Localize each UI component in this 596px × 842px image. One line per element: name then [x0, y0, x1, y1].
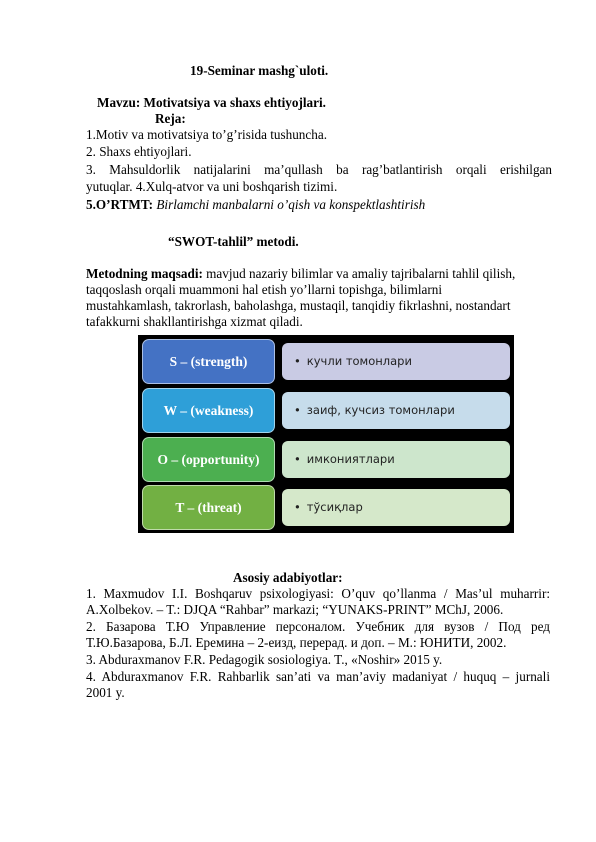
swot-row-opportunity	[142, 437, 510, 482]
bullet-icon: •	[294, 403, 301, 417]
plan-item-3-line-1: 3. Mahsuldorlik natijalarini ma’qullash ba rag’batlantirish orqali erishilgan	[86, 162, 552, 177]
purpose-text-1: mavjud nazariy bilimlar va amaliy tajribalarni tahlil qilish,	[202, 266, 516, 281]
reference-2-line-2: Т.Ю.Базарова, Б.Л. Еремина – 2-еизд, перерад. и доп. – М.: ЮНИТИ, 2002.	[86, 635, 507, 650]
swot-row-strength	[142, 339, 510, 384]
purpose-line-1	[86, 265, 515, 282]
purpose-line-4: tafakkurni shakllantirishga xizmat qiladi.	[86, 314, 303, 329]
swot-row-weakness	[142, 388, 510, 433]
purpose-line-3: mustahkamlash, takrorlash, baholashga, mustaqil, tanqidiy fikrlashni, nostandart	[86, 298, 511, 313]
reference-1-line-1: 1. Maxmudov I.I. Boshqaruv psixologiyasi: O’quv qo’llanma / Mas’ul muharrir:	[86, 586, 550, 601]
plan-item-2: 2. Shaxs ehtiyojlari.	[86, 144, 192, 159]
swot-value-text: тўсиқлар	[306, 500, 363, 514]
swot-label-opportunity: O – (opportunity)	[142, 437, 275, 482]
purpose-label: Metodning maqsadi:	[86, 266, 203, 281]
swot-label-threat: T – (threat)	[142, 485, 275, 530]
swot-value-text: имкониятлари	[306, 452, 395, 466]
ortmt-text: Birlamchi manbalarni o’qish va konspektlashtirish	[153, 197, 426, 212]
bullet-icon: •	[294, 500, 301, 514]
references-heading: Asosiy adabiyotlar:	[233, 570, 343, 585]
swot-value-opportunity	[282, 441, 510, 478]
ortmt-label: 5.O’RTMT:	[86, 197, 154, 212]
method-title: “SWOT-tahlil” metodi.	[168, 234, 299, 249]
swot-value-strength	[282, 343, 510, 380]
bullet-icon: •	[294, 452, 301, 466]
swot-label-weakness: W – (weakness)	[142, 388, 275, 433]
swot-value-threat	[282, 489, 510, 526]
reference-1-line-2: A.Xolbekov. – T.: DJQA “Rahbar” markazi; “YUNAKS-PRINT” MChJ, 2006.	[86, 602, 504, 617]
plan-item-1: 1.Motiv va motivatsiya to’g’risida tushuncha.	[86, 127, 328, 142]
reference-4-line-1: 4. Abduraxmanov F.R. Rahbarlik san’ati va man’aviy madaniyat / huquq – jurnali	[86, 669, 550, 684]
seminar-title: 19-Seminar mashg`uloti.	[190, 63, 329, 78]
reference-4-line-2: 2001 y.	[86, 685, 125, 700]
plan-item-3-line-2: yutuqlar. 4.Xulq-atvor va uni boshqarish tizimi.	[86, 179, 338, 194]
swot-label-strength: S – (strength)	[142, 339, 275, 384]
swot-diagram	[138, 335, 514, 533]
reference-2-line-1: 2. Базарова Т.Ю Управление персоналом. Учебник для вузов / Под ред	[86, 619, 550, 634]
bullet-icon: •	[294, 354, 301, 368]
swot-value-weakness	[282, 392, 510, 429]
reference-3: 3. Abduraxmanov F.R. Pedagogik sosiologiya. T., «Noshir» 2015 y.	[86, 652, 443, 667]
plan-label: Reja:	[155, 111, 186, 126]
swot-value-text: кучли томонлари	[306, 354, 412, 368]
swot-value-text: заиф, кучсиз томонлари	[306, 403, 455, 417]
purpose-line-2: taqqoslash orqali muammoni hal etish yo’llarni topishga, bilimlarni	[86, 282, 443, 297]
topic-line: Mavzu: Motivatsiya va shaxs ehtiyojlari.	[97, 95, 326, 110]
swot-row-threat	[142, 485, 510, 530]
ortmt-line	[86, 196, 425, 213]
